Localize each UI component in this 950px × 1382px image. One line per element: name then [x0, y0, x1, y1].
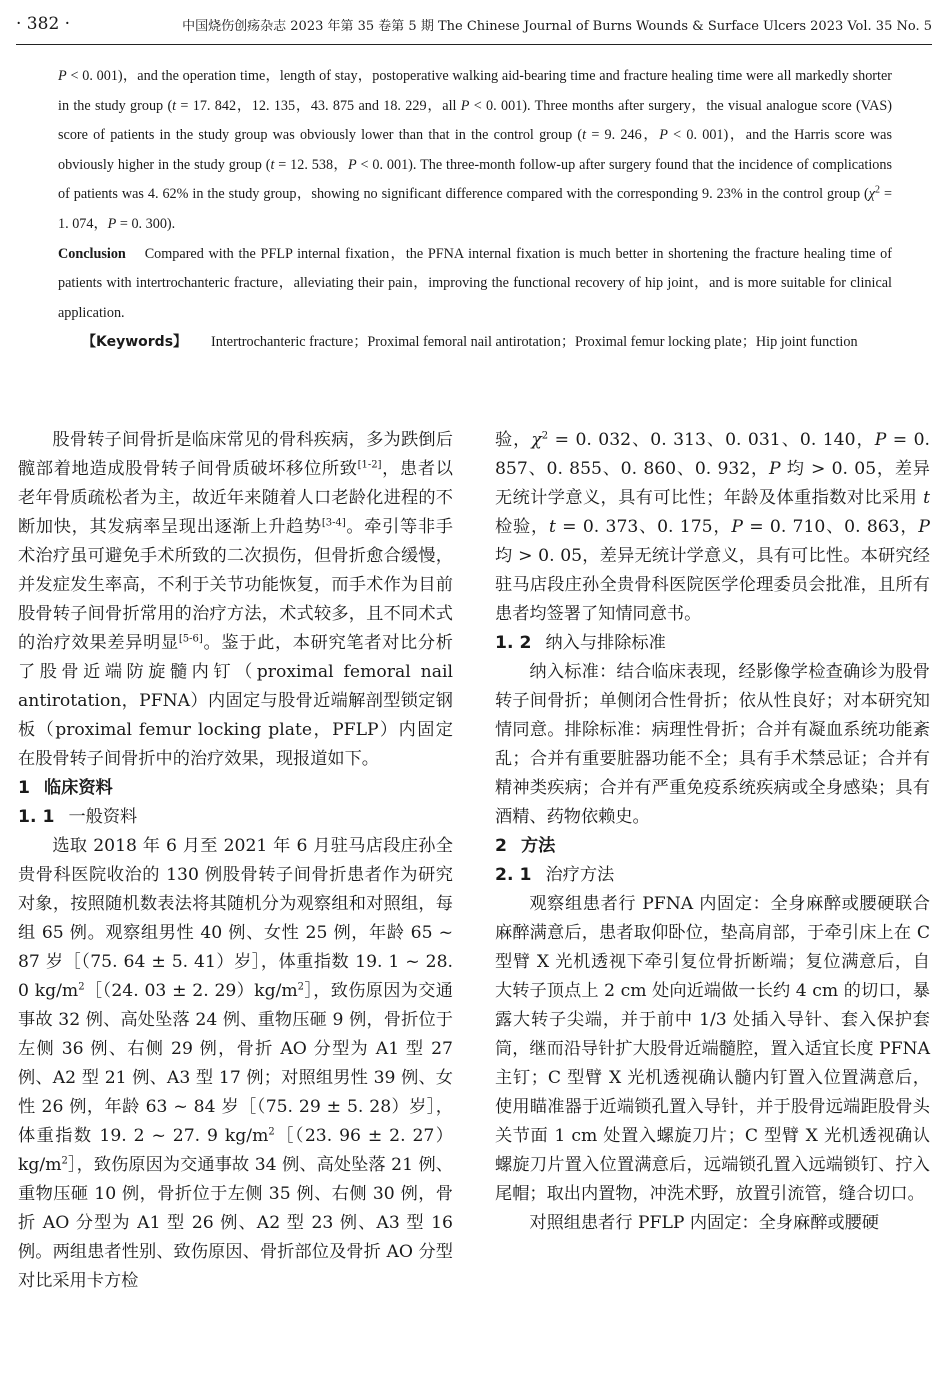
section-2-1-heading: 2. 1 治疗方法 [495, 865, 615, 885]
treatment-paragraph: 观察组患者行 PFNA 内固定：全身麻醉或腰硬联合麻醉满意后，患者取仰卧位，垫高肩部，于牵引床上在 C 型臂 X 光机透视下牵引复位骨折断端；复位满意后，自大转子顶点上 2 cm 处向近端做一长约 4 cm 的切口，暴露大转子尖端，并于前中 1/3 处插入导针、套入保护套筒，继而沿导针扩大股骨近端髓腔，置入适宜长度 PFNA 主钉；C 型臂 X 光机透视确认髓内钉置入位置满意后，使用瞄准器于近端锁孔置入导针，并于股骨远端距股骨头关节面 1 cm 处置入螺旋刀片；C 型臂 X 光机透视确认螺旋刀片置入位置满意后，远端锁孔置入远端锁钉、拧入尾帽；取出内置物，冲洗术野，放置引流管，缝合切口。 [495, 894, 930, 1204]
abstract-conclusion [58, 240, 892, 329]
keywords-text: Intertrochanteric fracture；Proximal femoral nail antirotation；Proximal femur locking plate；Hip joint function [211, 334, 858, 351]
criteria-paragraph: 纳入标准：结合临床表现，经影像学检查确诊为股骨转子间骨折；单侧闭合性骨折；依从性良好；对本研究知情同意。排除标准：病理性骨折；合并有凝血系统功能紊乱；合并有重要脏器功能不全；具有手术禁忌证；合并有精神类疾病；合并有严重免疫系统疾病或全身感染；具有酒精、药物依赖史。 [495, 662, 930, 827]
right-column [495, 426, 930, 1238]
section-1-2-heading: 1. 2 纳入与排除标准 [495, 633, 666, 653]
general-data-paragraph: 选取 2018 年 6 月至 2021 年 6 月驻马店段庄孙全贵骨科医院收治的 130 例股骨转子间骨折患者作为研究对象，按照随机数表法将其随机分为观察组和对照组，每组 65 例。观察组男性 40 例、女性 25 例，年龄 65 ~ 87 岁［（75. 64 ± 5. 41）岁］，体重指数 19. 1 ~ 28. 0 $kg/m^2[(24$. 03 ± 2. $29)kg/m^2]$，致伤原因为交通事故 32 例、高处坠落 24 例、重物压砸 9 例，骨折位于左侧 36 例、右侧 29 例，骨折 AO 分型为 A1 型 27 例、A2 型 21 例、A3 型 17 例；对照组男性 39 例、女性 26 例，年龄 63 ~ 84 岁［（75. 29 ± 5. 28）岁］，体重指数 19. 2 ~ 27. 9 $kg/m^2[(23$. 96 ± 2. $27)kg/m^2]$，致伤原因为交通事故 34 例、高处坠落 21 例、重物压砸 10 例，骨折位于左侧 35 例、右侧 30 例，骨折 AO 分型为 A1 型 26 例、A2 型 23 例、A3 型 16 例。两组患者性别、致伤原因、骨折部位及骨折 AO 分型对比采用卡方检 [18, 836, 453, 1291]
page-number: · 382 · [16, 14, 71, 34]
english-abstract [58, 62, 892, 358]
section-1-1-heading: 1. 1 一般资料 [18, 807, 138, 827]
general-data-continued: 验，$\chi^2 = 0$. 032、0. 313、0. 031、0. 140，P = 0. 857、0. 855、0. 860、0. 932，P 均 > 0. 05，差异无统计学意义，具有可比性；年龄及体重指数对比采用 t 检验，t = 0. 373、0. 175，P = 0. 710、0. 863，P 均 > 0. 05，差异无统计学意义，具有可比性。本研究经驻马店段庄孙全贵骨科医院医学伦理委员会批准，且所有患者均签署了知情同意书。 [495, 430, 930, 624]
conclusion-label: Conclusion [58, 245, 126, 262]
abstract-keywords [58, 328, 892, 358]
journal-title: 中国烧伤创疡杂志 2023 年第 35 卷第 5 期 The Chinese Journal of Burns Wounds & Surface Ulcers 2023 Vol. 35 No. 5 [182, 19, 932, 34]
section-2-heading: 2 方法 [495, 836, 556, 856]
intro-paragraph: 股骨转子间骨折是临床常见的骨科疾病，多为跌倒后髋部着地造成股骨转子间骨质破坏移位所致[1-2]，患者以老年骨质疏松者为主，故近年来随着人口老龄化进程的不断加快，其发病率呈现出逐渐上升趋势[3-4]。牵引等非手术治疗虽可避免手术所致的二次损伤，但骨折愈合缓慢，并发症发生率高，不利于关节功能恢复，而手术作为目前股骨转子间骨折常用的治疗方法，术式较多，且不同术式的治疗效果差异明显[5-6]。鉴于此，本研究笔者对比分析了股骨近端防旋髓内钉（proximal femoral nail antirotation，PFNA）内固定与股骨近端解剖型锁定钢板（proximal femur locking plate，PFLP）内固定在股骨转子间骨折中的治疗效果，现报道如下。 [18, 430, 453, 769]
conclusion-text: Compared with the PFLP internal fixation，the PFNA internal fixation is much better in shortening the fracture healing time of patients with intertrochanteric fracture，alleviating their pain，improving the functional recovery of hip joint，and is more suitable for clinical application. [58, 245, 892, 321]
control-treatment-paragraph: 对照组患者行 PFLP 内固定：全身麻醉或腰硬 [529, 1213, 879, 1233]
abstract-results: P < 0. 001)，and the operation time，length of stay，postoperative walking aid-bearing time and fracture healing time were all markedly shorter in the study group (t = 17. 842，12. 135，43. 875 and 18. 229，all P < 0. 001). Three months after surgery，the visual analogue score (VAS) score of patients in the study group was obviously lower than that in the control group (t = 9. 246，P < 0. 001)，and the Harris score was obviously higher in the study group (t = 12. 538，P < 0. 001). The three-month follow-up after surgery found that the incidence of complications of patients was 4. 62% in the study group，showing no significant difference compared with the corresponding 9. 23% in the control group ($\chi^2 = 1$. 074，P = 0. 300). [58, 68, 892, 232]
keywords-label: 【Keywords】 [82, 334, 188, 351]
page-header [16, 14, 932, 44]
header-rule [16, 44, 932, 45]
left-column [18, 426, 453, 1296]
section-1-heading: 1 临床资料 [18, 778, 113, 798]
